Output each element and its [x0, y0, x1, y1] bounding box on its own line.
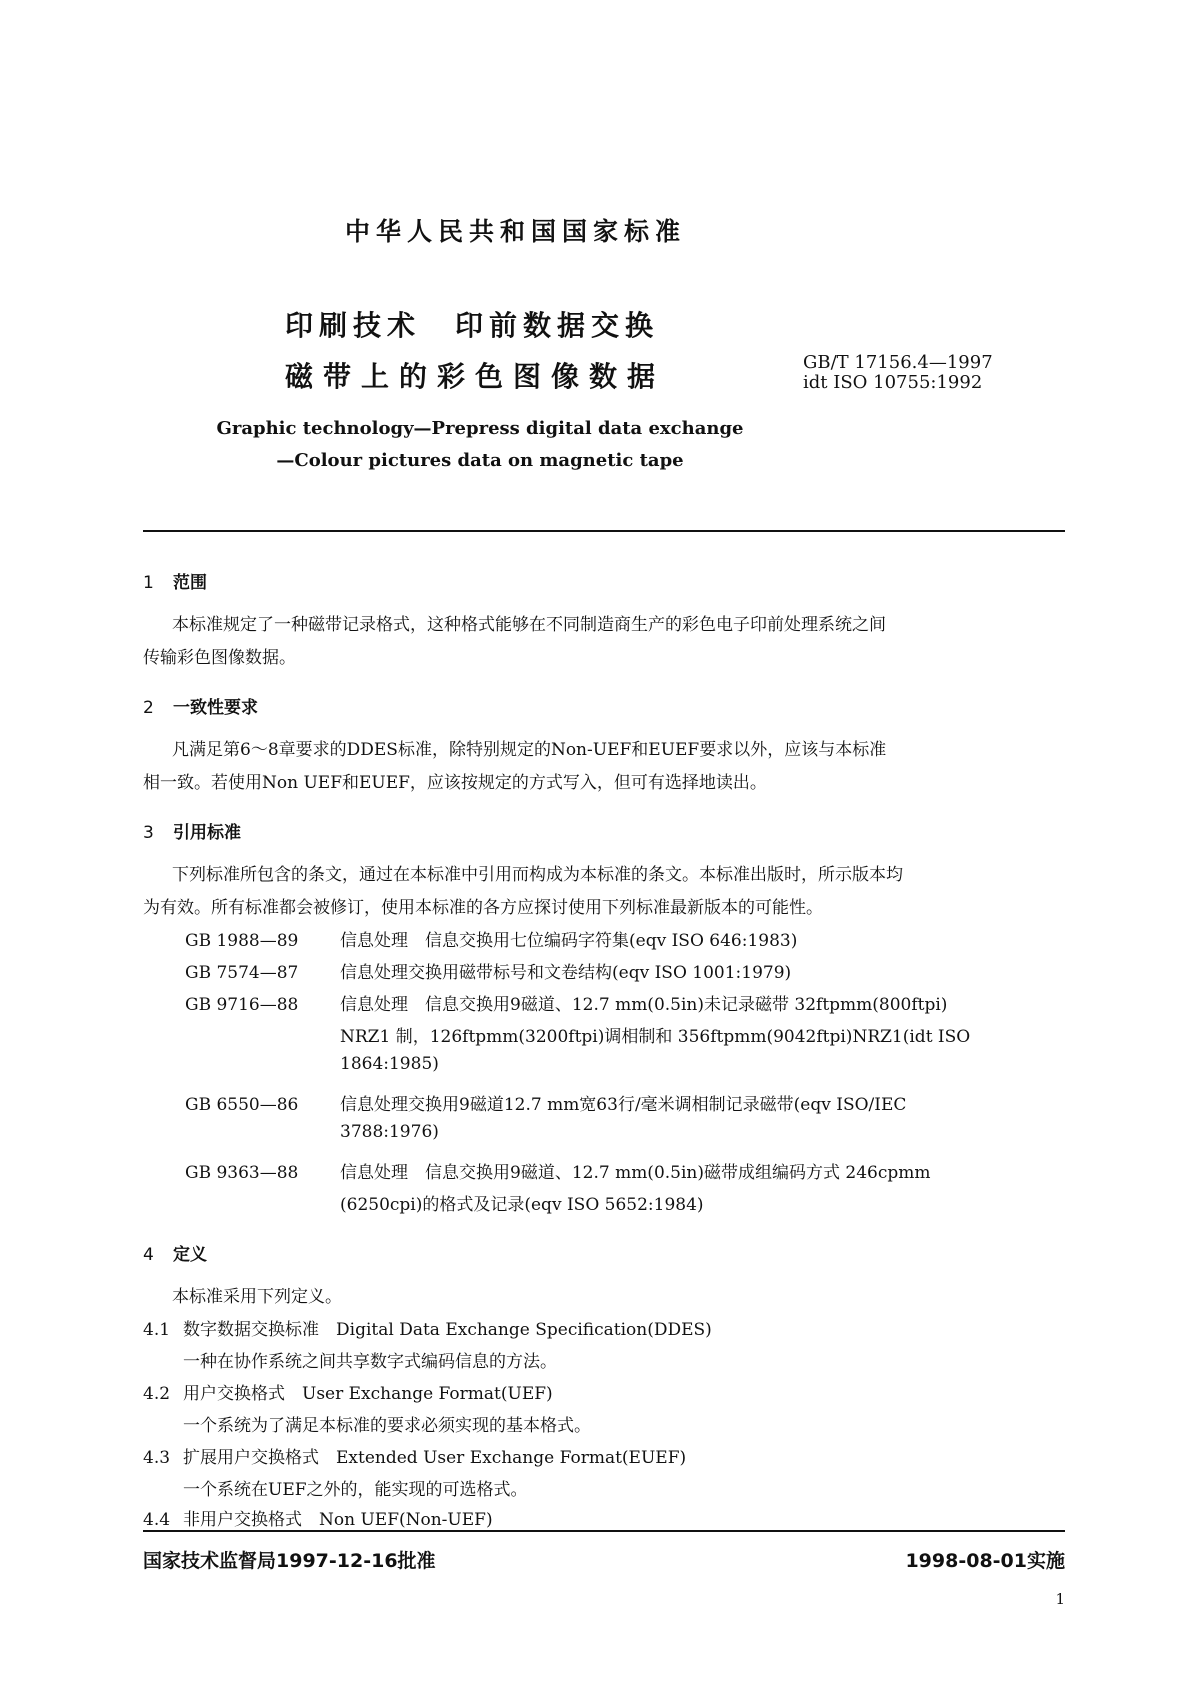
page-number: 1: [1055, 1590, 1065, 1608]
reference-entry: GB 6550—86 信息处理交换用9磁道12.7 mm宽63行/毫米调相制记录磁带(eqv ISO/IEC: [185, 1095, 907, 1115]
header-divider: [143, 530, 1065, 532]
reference-entry: GB 9716—88 信息处理 信息交换用9磁道、12.7 mm(0.5in)未记录磁带 32ftpmm(800ftpi): [185, 995, 948, 1015]
section-1-para-line: 本标准规定了一种磁带记录格式，这种格式能够在不同制造商生产的彩色电子印前处理系统之间: [172, 615, 886, 635]
reference-entry: GB 7574—87 信息处理交换用磁带标号和文卷结构(eqv ISO 1001:1979): [185, 963, 792, 983]
section-1-para-line: 传输彩色图像数据。: [143, 648, 296, 668]
section-2-para-line: 凡满足第6～8章要求的DDES标准，除特别规定的Non-UEF和EUEF要求以外，应该与本标准: [172, 740, 887, 760]
national-standard-heading: 中华人民共和国国家标准: [344, 217, 686, 246]
approval-date: 国家技术监督局1997-12-16批准: [143, 1550, 436, 1572]
footer-divider: [143, 1530, 1065, 1532]
standard-code: GB/T 17156.4—1997: [803, 352, 993, 373]
english-title-line-1: Graphic technology—Prepress digital data exchange: [216, 418, 744, 439]
definition-term: 4.4 非用户交换格式 Non UEF(Non-UEF): [143, 1510, 493, 1530]
section-3-para-line: 为有效。所有标准都会被修订，使用本标准的各方应探讨使用下列标准最新版本的可能性。: [143, 898, 823, 918]
reference-continuation: 1864:1985): [340, 1054, 439, 1074]
section-4-intro: 本标准采用下列定义。: [172, 1287, 342, 1307]
reference-entry: GB 1988—89 信息处理 信息交换用七位编码字符集(eqv ISO 646:1983): [185, 931, 798, 951]
reference-entry: GB 9363—88 信息处理 信息交换用9磁道、12.7 mm(0.5in)磁带成组编码方式 246cpmm: [185, 1163, 931, 1183]
effective-date: 1998-08-01实施: [905, 1550, 1065, 1572]
section-3-para-line: 下列标准所包含的条文，通过在本标准中引用而构成为本标准的条文。本标准出版时，所示版本均: [172, 865, 903, 885]
reference-continuation: 3788:1976): [340, 1122, 439, 1142]
title-line-2: 磁带上的彩色图像数据: [285, 360, 666, 393]
definition-term: 4.3 扩展用户交换格式 Extended User Exchange Format(EUEF): [143, 1448, 687, 1468]
reference-continuation: (6250cpi)的格式及记录(eqv ISO 5652:1984): [340, 1195, 704, 1215]
definition-term: 4.2 用户交换格式 User Exchange Format(UEF): [143, 1384, 553, 1404]
section-1-heading: 1 范围: [143, 573, 207, 593]
definition-desc: 一个系统在UEF之外的，能实现的可选格式。: [183, 1480, 528, 1500]
definition-term: 4.1 数字数据交换标准 Digital Data Exchange Specification(DDES): [143, 1320, 712, 1340]
english-title-line-2: —Colour pictures data on magnetic tape: [276, 450, 684, 471]
iso-equivalence: idt ISO 10755:1992: [803, 372, 983, 393]
definition-desc: 一种在协作系统之间共享数字式编码信息的方法。: [183, 1352, 557, 1372]
reference-continuation: NRZ1 制，126ftpmm(3200ftpi)调相制和 356ftpmm(9042ftpi)NRZ1(idt ISO: [340, 1027, 971, 1047]
definition-desc: 一个系统为了满足本标准的要求必须实现的基本格式。: [183, 1416, 591, 1436]
section-3-heading: 3 引用标准: [143, 823, 241, 843]
title-line-1: 印刷技术 印前数据交换: [285, 309, 660, 342]
section-2-heading: 2 一致性要求: [143, 698, 258, 718]
section-4-heading: 4 定义: [143, 1245, 207, 1265]
section-2-para-line: 相一致。若使用Non UEF和EUEF，应该按规定的方式写入，但可有选择地读出。: [143, 773, 767, 793]
